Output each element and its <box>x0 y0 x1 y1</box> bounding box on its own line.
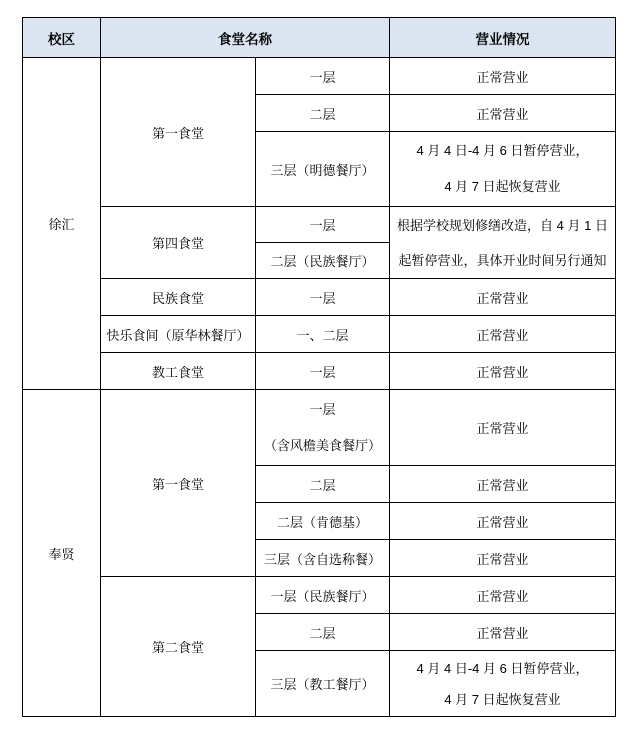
cell-canteen-xuhui-1: 第一食堂 <box>101 58 256 207</box>
status-line-1: 4 月 4 日-4 月 6 日暂停营业， <box>416 143 589 158</box>
canteen-status-table <box>22 17 616 717</box>
cell-floor: 二层（民族餐厅） <box>256 243 390 279</box>
cell-floor: 一层 <box>256 58 390 95</box>
header-row <box>23 18 616 58</box>
status-line-2: 4 月 7 日起恢复营业 <box>444 691 561 707</box>
cell-floor: 三层（教工餐厅） <box>256 651 390 717</box>
header-cell-canteen-name: 食堂名称 <box>101 18 390 58</box>
status-line-1: 根据学校规划修缮改造，自 4 月 1 日 <box>397 217 608 233</box>
status-line-2: 起暂停营业，具体开业时间另行通知 <box>398 252 607 268</box>
cell-canteen-fengxian-1: 第一食堂 <box>101 390 256 577</box>
cell-status: 正常营业 <box>390 503 616 540</box>
cell-status <box>390 132 616 207</box>
status-line-2: 4 月 7 日起恢复营业 <box>444 179 561 194</box>
header-cell-status: 营业情况 <box>390 18 616 58</box>
cell-canteen-xuhui-minzu: 民族食堂 <box>101 279 256 316</box>
cell-floor: 三层（明德餐厅） <box>256 132 390 207</box>
cell-status: 正常营业 <box>390 353 616 390</box>
cell-status: 正常营业 <box>390 466 616 503</box>
cell-campus-fengxian: 奉贤 <box>23 390 101 717</box>
table-row <box>23 353 616 390</box>
cell-status <box>390 207 616 279</box>
cell-floor: 一、二层 <box>256 316 390 353</box>
status-line-1: 4 月 4 日-4 月 6 日暂停营业， <box>416 660 589 676</box>
cell-status: 正常营业 <box>390 577 616 614</box>
cell-floor: 二层 <box>256 95 390 132</box>
table-row <box>23 577 616 614</box>
cell-status: 正常营业 <box>390 316 616 353</box>
cell-floor: 一层 <box>256 353 390 390</box>
cell-status: 正常营业 <box>390 95 616 132</box>
cell-floor: 一层 <box>256 279 390 316</box>
cell-canteen-xuhui-4: 第四食堂 <box>101 207 256 279</box>
header-cell-campus: 校区 <box>23 18 101 58</box>
cell-status: 正常营业 <box>390 540 616 577</box>
table-row <box>23 279 616 316</box>
cell-floor: 二层 <box>256 614 390 651</box>
cell-status: 正常营业 <box>390 614 616 651</box>
table-row <box>23 316 616 353</box>
cell-floor: 二层 <box>256 466 390 503</box>
cell-canteen-xuhui-kuaile: 快乐食间（原华林餐厅） <box>101 316 256 353</box>
cell-status: 正常营业 <box>390 58 616 95</box>
cell-floor: 一层（民族餐厅） <box>256 577 390 614</box>
table-row <box>23 207 616 243</box>
cell-status: 正常营业 <box>390 390 616 466</box>
floor-line-2: （含风檐美食餐厅） <box>263 437 381 453</box>
cell-canteen-xuhui-jiaogong: 教工食堂 <box>101 353 256 390</box>
cell-status: 正常营业 <box>390 279 616 316</box>
cell-campus-xuhui: 徐汇 <box>23 58 101 390</box>
table-row <box>23 390 616 466</box>
cell-floor: 三层（含自选称餐） <box>256 540 390 577</box>
floor-line-1: 一层 <box>309 401 336 417</box>
table-row <box>23 58 616 95</box>
cell-floor: 二层（肯德基） <box>256 503 390 540</box>
cell-canteen-fengxian-2: 第二食堂 <box>101 577 256 717</box>
cell-floor: 一层 <box>256 207 390 243</box>
cell-status <box>390 651 616 717</box>
cell-floor <box>256 390 390 466</box>
